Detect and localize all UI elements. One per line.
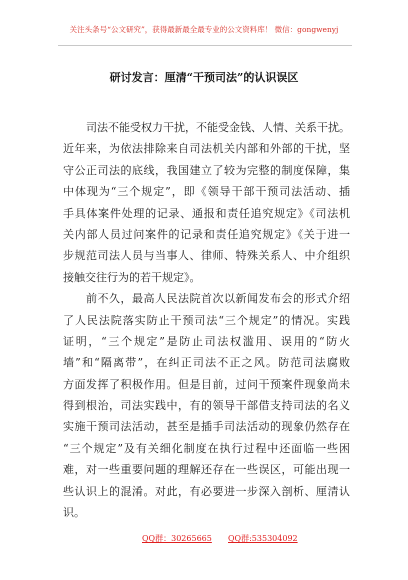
paragraph-line: 方面发挥了积极作用。但是目前，过问干预案件现象尚未 — [63, 377, 350, 391]
paragraph-line: 接触交往行为的若干规定》。 — [63, 270, 201, 284]
paragraph-line: 证明，“三个规定”是防止司法权滥用、误用的“防火 — [63, 334, 350, 348]
qq-group-link-2[interactable]: QQ群:535304092 — [228, 534, 298, 543]
paragraph-line: 些认识上的混淆。对此，有必要进一步深入剖析、厘清认 — [63, 484, 350, 498]
header-divider — [58, 45, 352, 46]
qq-group-link-1[interactable]: QQ群：30265665 — [142, 534, 212, 543]
paragraph-line: 司法不能受权力干扰，不能受金钱、人情、关系干扰。 — [86, 121, 350, 134]
paragraph-line: 识。 — [63, 506, 85, 520]
header-notice: 关注头条号“公文研究”，获得最新最全最专业的公文资料库！ 微信：gongwenyj — [69, 25, 339, 34]
paragraph-line: 守公正司法的底线，我国建立了较为完整的制度保障，集 — [63, 163, 350, 177]
paragraph-line: 得到根治，司法实践中，有的领导干部借支持司法的名义 — [63, 399, 350, 413]
paragraph-line: 近年来，为依法排除来自司法机关内部和外部的干扰，坚 — [63, 142, 350, 156]
paragraph-line: 步规范司法人员与当事人、律师、特殊关系人、中介组织 — [63, 249, 350, 263]
paragraph-line: 中体现为“三个规定”，即《领导干部干预司法活动、插 — [63, 185, 350, 199]
paragraph-line: 墙”和“隔离带”，在纠正司法不正之风。防范司法腐败 — [63, 356, 350, 370]
paragraph-line: 关内部人员过问案件的记录和责任追究规定》《关于进一 — [63, 227, 350, 241]
paragraph-line: 了人民法院落实防止干预司法“三个规定”的情况。实践 — [63, 313, 350, 327]
document-body — [63, 117, 350, 523]
footer — [0, 532, 408, 546]
paragraph-line: “三个规定”及有关细化制度在执行过程中还面临一些困 — [63, 441, 350, 455]
paragraph-2 — [63, 288, 350, 523]
paragraph-line: 手具体案件处理的记录、通报和责任追究规定》《司法机 — [63, 206, 350, 220]
paragraph-line: 实施干预司法活动，甚至是插手司法活动的现象仍然存在 — [63, 420, 350, 434]
paragraph-line: 难，对一些重要问题的理解还存在一些误区，可能出现一 — [63, 463, 350, 477]
paragraph-1 — [63, 117, 350, 288]
page-title: 研讨发言：厘清“干预司法”的认识误区 — [109, 71, 299, 84]
paragraph-line: 前不久，最高人民法院首次以新闻发布会的形式介绍 — [86, 292, 350, 306]
